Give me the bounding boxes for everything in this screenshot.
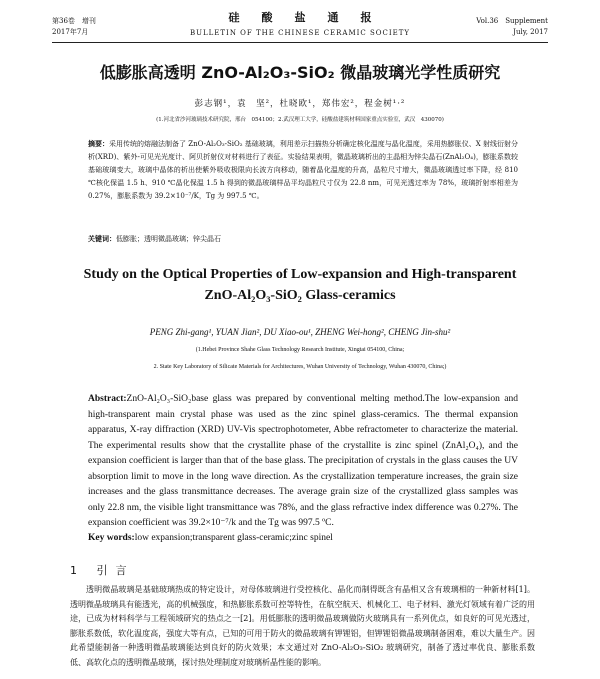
header-volume-issue: 第36卷 增刊 — [52, 17, 96, 25]
journal-name-en: BULLETIN OF THE CHINESE CERAMIC SOCIETY — [189, 29, 411, 37]
affiliation-en-1: (1.Hebei Province Shahe Glass Technology Research Institute, Xingtai 054100, China; — [195, 347, 405, 353]
header-date-cn: 2017年7月 — [52, 28, 89, 36]
abstract-en-text: ZnO-Al₂O₃-SiO₂base glass was prepared by conventional melting method.The low-expansion and high-transparent main crystal phase was used as the zinc spinel glass-ceramics. The thermal expansion apparatus, X-ray diffraction (XRD) UV-Vis spectrophotometer, Abbe refractometer to characterize the material. The experimental results show that the crystallite phase of the crystallite is zinc spinel (ZnAl₂O₄), and the expansion coefficient is larger than that of the base glass. The precipitation of crystals in the glass causes the UV absorption limit to move in the long wave direction. As the crystallization temperature increases, the grain size increases and the glass transmittance decreases. The average grain size of the crystallized glass samples was only 22.8 nm, the visible light transmittance was 78%, and the glass refractive index difference was 0.27%. The expansion coefficient was 39.2×10⁻⁷/k and the Tg was 997.5 ºC. — [88, 394, 518, 528]
abstract-en — [88, 392, 518, 532]
abstract-cn — [88, 137, 518, 203]
keywords-en-label: Key words: — [88, 533, 135, 543]
keywords-cn-text: 低膨胀；透明微晶玻璃；锌尖晶石 — [116, 235, 221, 243]
section-heading: 1 引言 — [70, 564, 135, 577]
affiliation-en-2: 2. State Key Laboratory of Silicate Materials for Architectures, Wuhan University of Technology, Wuhan 430070, China;) — [153, 364, 447, 370]
keywords-cn-label: 关键词： — [88, 234, 116, 243]
abstract-cn-label: 摘要： — [88, 139, 110, 148]
header-journal — [52, 12, 548, 39]
keywords-en-text: low expansion;transparent glass-ceramic;zinc spinel — [134, 533, 333, 543]
abstract-cn-text: 采用传统的熔融法制备了 ZnO-Al₂O₃-SiO₂ 基础玻璃，利用差示扫描热分析确定核化温度与晶化温度，采用热膨胀仪、X 射线衍射分析(XRD)、紫外-可见光光度计、阿贝折射仪对材料进行了表征。实验结果表明，微晶玻璃析出的主晶相为锌尖晶石(ZnAl₂O₄)，膨胀系数较基础玻璃变大，玻璃中晶体的析出使紫外吸收极限向长波方向移动，随着晶化温度的升高，晶粒尺寸增大，微晶玻璃透过率下降，经 810 ℃核化保温 1.5 h、910 ℃晶化保温 1.5 h 得到的微晶玻璃样品平均晶粒尺寸仅为 22.8 nm，可见光透过率为 78%，玻璃折射率相差为 0.27%，膨胀系数为 39.2×10⁻⁷/K，Tg 为 997.5 ℃。 — [88, 140, 519, 200]
header-vol-en — [476, 16, 548, 38]
header-date-en: July, 2017 — [513, 28, 548, 36]
keywords-cn — [88, 234, 518, 244]
paper-title-en-line2: ZnO-Al₂O₃-SiO₂ Glass-ceramics — [204, 288, 396, 303]
header-volume-en: Vol.36 Supplement — [476, 17, 548, 25]
authors-cn: 彭志钢¹，袁 坚²，杜晓欧¹，郑伟宏²，程金树¹·² — [194, 99, 406, 109]
body-paragraph: 透明微晶玻璃是基础玻璃热成的特定设计，对母体玻璃进行受控核化、晶化而制得既含有晶相又含有玻璃相的一种新材料[1]。透明微晶玻璃具有能透光，高的机械强度，和热膨胀系数可控等特性，在航空航天、机械化工、电子材料、激光灯领域有着广泛的用途，已成为材料科学与工程领域研究的热点之一[2]。用低膨胀的透明微晶玻璃做防火玻璃具有一系列优点，如良好的可见光透过，膨胀系数低，软化温度高，强度大等有点，已知的可用于防火的微晶玻璃有钾锂铝，但钾锂铝微晶玻璃制备困难，难以大量生产。因此希望能制备一种透明微晶玻璃能达到良好的防火效果；本文通过对 ZnO-Al₂O₃-SiO₂ 玻璃研究，制备了透过率优良、膨胀系数低、高软化点的透明微晶玻璃，探讨热处理制度对玻璃析晶性能的影响。 — [70, 585, 535, 667]
paper-title-cn: 低膨胀高透明 ZnO-Al₂O₃-SiO₂ 微晶玻璃光学性质研究 — [99, 63, 501, 82]
affiliation-cn: (1.河北省沙河玻璃技术研究院，邢台 054100；2.武汉理工大学，硅酸盐建筑材料国家重点实验室，武汉 430070) — [156, 117, 444, 123]
paper-title-en — [0, 264, 600, 306]
authors-en: PENG Zhi-gang¹, YUAN Jian², DU Xiao-ou¹, ZHENG Wei-hong², CHENG Jin-shu² — [149, 327, 451, 337]
running-header — [52, 8, 548, 43]
paper-title-en-line1: Study on the Optical Properties of Low-expansion and High-transparent — [83, 267, 517, 282]
journal-name-cn: 硅酸盐通报 — [228, 11, 394, 24]
keywords-en — [88, 533, 518, 543]
abstract-en-label: Abstract: — [88, 394, 127, 404]
